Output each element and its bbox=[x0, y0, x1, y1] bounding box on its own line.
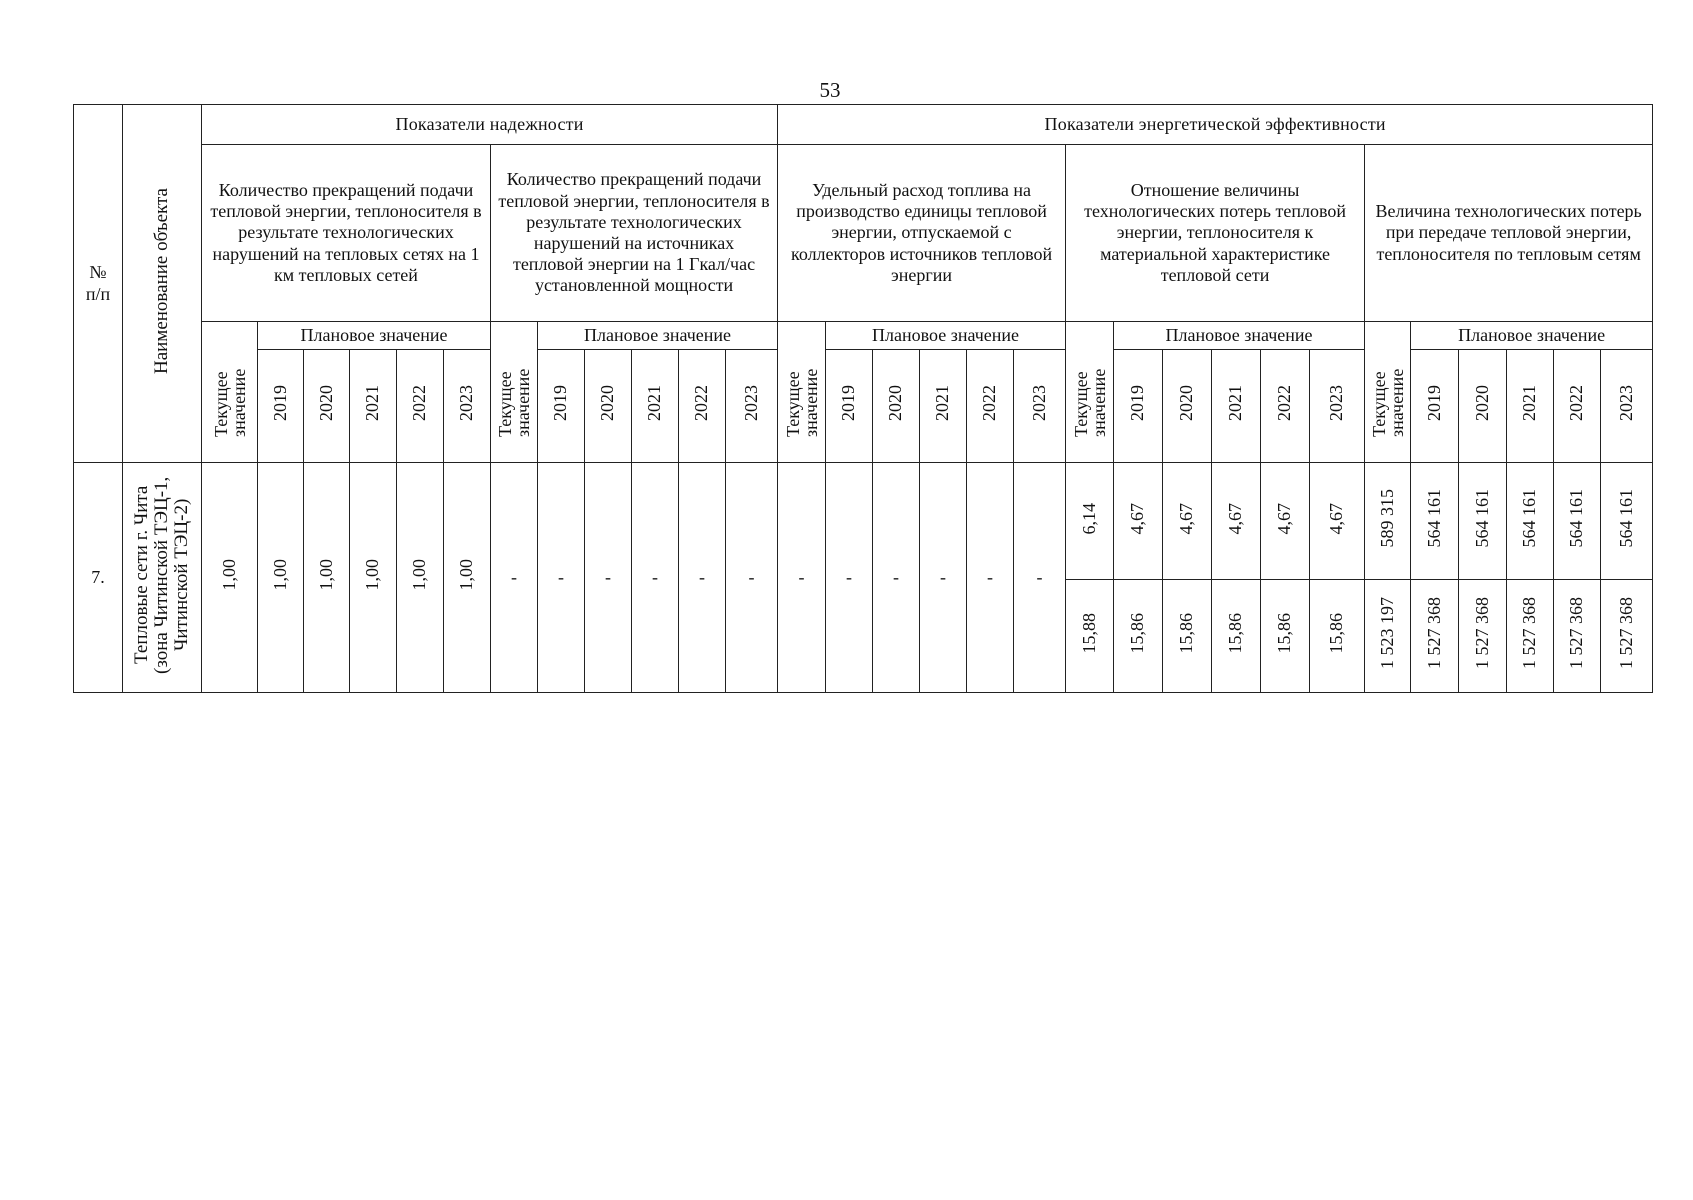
row-object-name: Тепловые сети г. Чита (зона Читинской ТЭЦ-1, Читинской ТЭЦ-2) bbox=[123, 463, 202, 693]
year-header: 2023 bbox=[726, 350, 778, 463]
g4-bottom-value: 15,86 bbox=[1114, 580, 1163, 693]
g4-bottom-value: 15,86 bbox=[1310, 580, 1365, 693]
g5-current-header bbox=[1365, 322, 1411, 463]
year-header: 2023 bbox=[444, 350, 491, 463]
year-header: 2022 bbox=[397, 350, 444, 463]
g2-value: - bbox=[585, 463, 632, 693]
g1-value: 1,00 bbox=[350, 463, 397, 693]
year-header: 2021 bbox=[920, 350, 967, 463]
g4-top-value: 4,67 bbox=[1310, 463, 1365, 580]
header-no-label: № п/п bbox=[85, 262, 111, 304]
g5-bottom-value: 1 523 197 bbox=[1365, 580, 1411, 693]
year-header: 2021 bbox=[1507, 350, 1554, 463]
indicator-4: Отношение величины технологических потерь тепловой энергии, теплоносителя к материальной характеристике тепловой сети bbox=[1066, 145, 1365, 322]
year-header: 2023 bbox=[1310, 350, 1365, 463]
current-label: Текущее значение bbox=[782, 369, 821, 438]
g5-top-value: 564 161 bbox=[1459, 463, 1507, 580]
year-header: 2020 bbox=[304, 350, 350, 463]
g1-value: 1,00 bbox=[258, 463, 304, 693]
year-header: 2022 bbox=[679, 350, 726, 463]
year-header: 2019 bbox=[826, 350, 873, 463]
g4-bottom-value: 15,86 bbox=[1212, 580, 1261, 693]
g3-value: - bbox=[920, 463, 967, 693]
g5-top-value: 589 315 bbox=[1365, 463, 1411, 580]
year-header: 2020 bbox=[585, 350, 632, 463]
header-object-name bbox=[123, 105, 202, 463]
g2-value: - bbox=[538, 463, 585, 693]
year-header: 2019 bbox=[1114, 350, 1163, 463]
g3-value: - bbox=[1014, 463, 1066, 693]
g5-bottom-value: 1 527 368 bbox=[1601, 580, 1653, 693]
g1-value: 1,00 bbox=[304, 463, 350, 693]
g4-current-header bbox=[1066, 322, 1114, 463]
year-header: 2021 bbox=[350, 350, 397, 463]
year-header: 2021 bbox=[1212, 350, 1261, 463]
indicator-2: Количество прекращений подачи тепловой энергии, теплоносителя в результате технологических нарушений на источниках тепловой энергии на 1 Гкал/час установленной мощности bbox=[491, 145, 778, 322]
year-header: 2021 bbox=[632, 350, 679, 463]
section-efficiency: Показатели энергетической эффективности bbox=[778, 105, 1653, 145]
header-no bbox=[74, 105, 123, 463]
current-label: Текущее значение bbox=[1368, 369, 1407, 438]
year-header: 2022 bbox=[1261, 350, 1310, 463]
year-header: 2022 bbox=[1554, 350, 1601, 463]
year-header: 2020 bbox=[1459, 350, 1507, 463]
year-header: 2019 bbox=[1411, 350, 1459, 463]
year-header: 2023 bbox=[1014, 350, 1066, 463]
g5-bottom-value: 1 527 368 bbox=[1459, 580, 1507, 693]
g3-value: - bbox=[826, 463, 873, 693]
g5-top-value: 564 161 bbox=[1554, 463, 1601, 580]
g5-bottom-value: 1 527 368 bbox=[1411, 580, 1459, 693]
g3-value: - bbox=[967, 463, 1014, 693]
page-number: 53 bbox=[819, 78, 841, 102]
year-header: 2019 bbox=[258, 350, 304, 463]
g2-value: - bbox=[679, 463, 726, 693]
g1-value: 1,00 bbox=[397, 463, 444, 693]
section-reliability: Показатели надежности bbox=[202, 105, 778, 145]
year-header: 2022 bbox=[967, 350, 1014, 463]
g4-bottom-value: 15,88 bbox=[1066, 580, 1114, 693]
g5-top-value: 564 161 bbox=[1411, 463, 1459, 580]
year-header: 2020 bbox=[873, 350, 920, 463]
g4-top-value: 4,67 bbox=[1212, 463, 1261, 580]
g4-bottom-value: 15,86 bbox=[1261, 580, 1310, 693]
g3-value: - bbox=[778, 463, 826, 693]
g3-current-header bbox=[778, 322, 826, 463]
g4-top-value: 4,67 bbox=[1163, 463, 1212, 580]
g4-planned-header: Плановое значение bbox=[1114, 322, 1365, 350]
g3-planned-header: Плановое значение bbox=[826, 322, 1066, 350]
g1-planned-header: Плановое значение bbox=[258, 322, 491, 350]
indicators-table bbox=[73, 104, 1653, 693]
header-object-label: Наименование объекта bbox=[150, 187, 172, 374]
g1-current-header bbox=[202, 322, 258, 463]
indicator-5: Величина технологических потерь при передаче тепловой энергии, теплоносителя по тепловым сетям bbox=[1365, 145, 1653, 322]
g5-planned-header: Плановое значение bbox=[1411, 322, 1653, 350]
g4-top-value: 6,14 bbox=[1066, 463, 1114, 580]
g2-planned-header: Плановое значение bbox=[538, 322, 778, 350]
g5-top-value: 564 161 bbox=[1601, 463, 1653, 580]
g5-top-value: 564 161 bbox=[1507, 463, 1554, 580]
g2-value: - bbox=[726, 463, 778, 693]
year-header: 2019 bbox=[538, 350, 585, 463]
g5-bottom-value: 1 527 368 bbox=[1507, 580, 1554, 693]
g1-current: 1,00 bbox=[202, 463, 258, 693]
year-header: 2023 bbox=[1601, 350, 1653, 463]
g2-value: - bbox=[632, 463, 679, 693]
indicator-3: Удельный расход топлива на производство единицы тепловой энергии, отпускаемой с коллекторов источников тепловой энергии bbox=[778, 145, 1066, 322]
current-label: Текущее значение bbox=[1070, 369, 1109, 438]
g4-top-value: 4,67 bbox=[1261, 463, 1310, 580]
current-label: Текущее значение bbox=[495, 369, 533, 438]
indicator-1: Количество прекращений подачи тепловой энергии, теплоносителя в результате технологических нарушений на тепловых сетях на 1 км тепловых сетей bbox=[202, 145, 491, 322]
g2-current-header bbox=[491, 322, 538, 463]
g3-value: - bbox=[873, 463, 920, 693]
g2-value: - bbox=[491, 463, 538, 693]
current-label: Текущее значение bbox=[210, 369, 249, 438]
g1-value: 1,00 bbox=[444, 463, 491, 693]
g4-top-value: 4,67 bbox=[1114, 463, 1163, 580]
year-header: 2020 bbox=[1163, 350, 1212, 463]
g5-bottom-value: 1 527 368 bbox=[1554, 580, 1601, 693]
g4-bottom-value: 15,86 bbox=[1163, 580, 1212, 693]
row-no: 7. bbox=[74, 463, 123, 693]
